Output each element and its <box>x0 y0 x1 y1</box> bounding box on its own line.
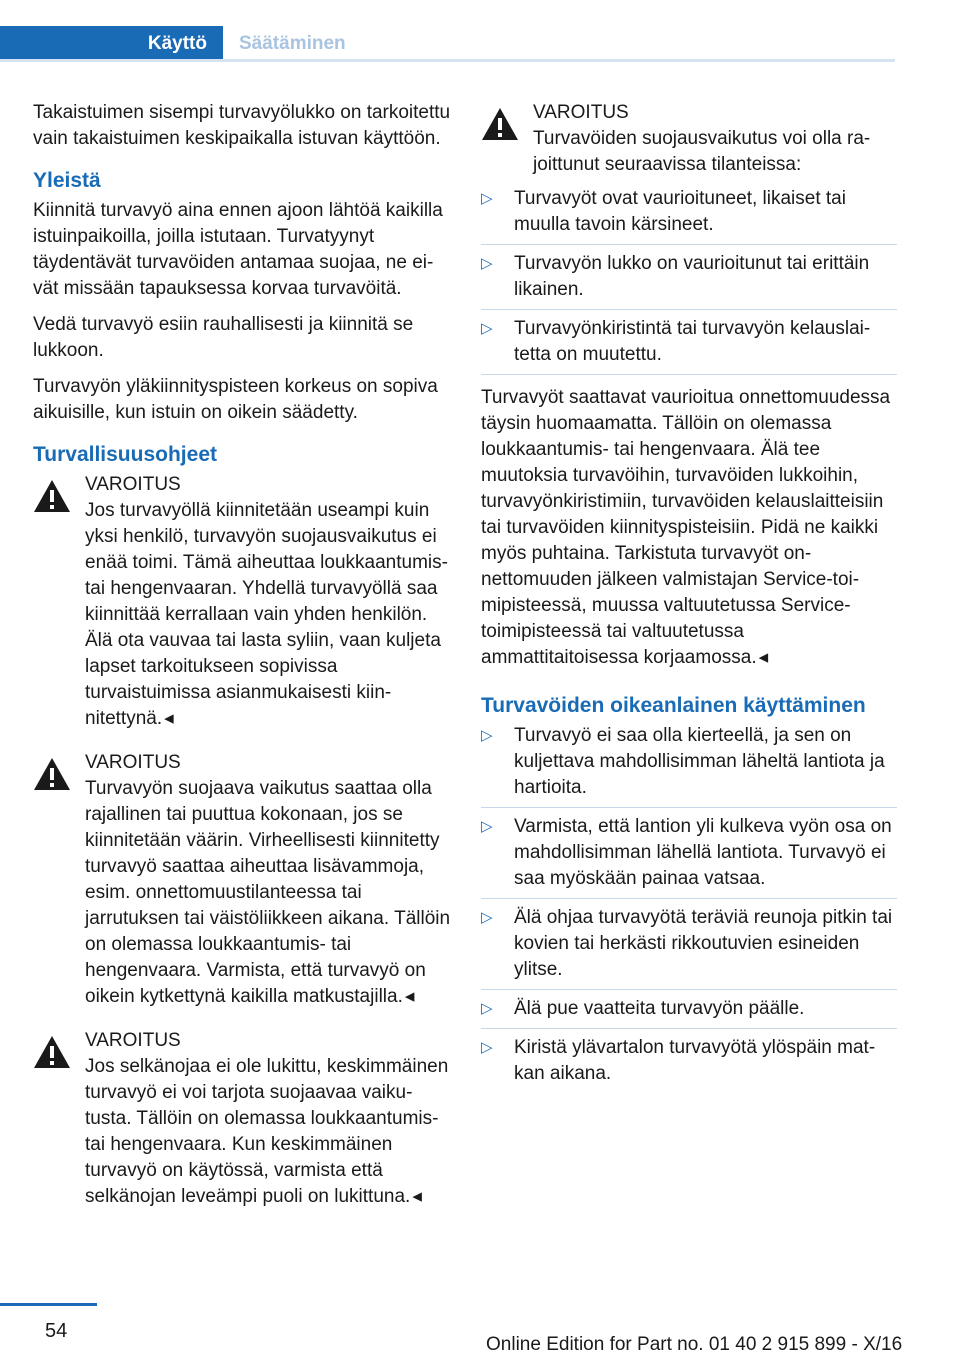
warning-block-4 <box>481 100 897 178</box>
list-item <box>481 814 897 899</box>
bullet-triangle-icon: ▷ <box>481 727 493 744</box>
right-column <box>481 100 897 1103</box>
list-item <box>481 186 897 245</box>
warning-text: Jos selkänojaa ei ole lukittu, keskimmäinen turvavyö ei voi tarjota suojaavaa vaikutusta. Tällöin on olemassa loukkaantumis- tai hengenvaara. Kun keskimmäinen turvavyö on käytössä, varmista että selkänojan leveämpi puoli on lukittuna. <box>85 1056 449 1207</box>
list-item-text: Älä ohjaa turvavyötä teräviä reunoja pitkin tai kovien tai herkästi rikkoutuvien esineiden ylitse. <box>514 907 893 980</box>
list-item-text: Turvavyö ei saa olla kierteellä, ja sen on kuljettava mahdollisimman läheltä lantiota ja hartioita. <box>514 725 885 798</box>
list-item-text: Kiristä ylävartalon turvavyötä ylöspäin matkan aikana. <box>514 1037 876 1084</box>
heading-yleista: Yleistä <box>33 169 101 192</box>
list-item <box>481 996 897 1029</box>
end-mark: ◂ <box>758 647 769 668</box>
warning-block-3 <box>33 1028 451 1210</box>
paragraph-text: Turvavyöt saattavat vaurioitua onnettomuudessa täysin huomaamatta. Tällöin on olemassa loukkaantumis- tai hengenvaara. Älä tee muutoksia turvavöihin, turvavöiden lukkoihin, turvavyönkiristimiin, turvavöiden kelauslaitteisiin tai turvavöiden kiinnityspisteisiin. Pidä ne kaikki myös puhtaina. Tarkistuta turvavyöt onnettomuuden jälkeen valmistajan Service-toimipisteessä, muussa valtuutetussa Service-toimipisteessä tai valtuutetussa ammattitaitoisessa korjaamossa. <box>481 387 891 668</box>
warning-title: VAROITUS <box>85 752 181 773</box>
list-item <box>481 251 897 310</box>
list-item-text: Turvavyön lukko on vaurioitunut tai erittäin likainen. <box>514 253 870 300</box>
warning-triangle-icon <box>33 756 71 792</box>
list-item <box>481 723 897 808</box>
warning-block-2 <box>33 750 451 1010</box>
list-item-text: Turvavyöt ovat vaurioituneet, likaiset tai muulla tavoin kärsineet. <box>514 188 846 235</box>
footer-accent-line <box>0 1303 97 1306</box>
list-item <box>481 905 897 990</box>
warning-text: Turvavyön suojaava vaikutus saattaa olla rajallinen tai puuttua kokonaan, jos se kiinnitetään väärin. Virheellisesti kiinnitetty turvavyö saattaa aiheuttaa lisävammoja, esim. onnettomuustilanteessa tai jarrutuksen tai väistöliikkeen aikana. Tällöin on olemassa loukkaantumis- tai hengenvaara. Varmista, että turvavyö on oikein kytkettynä kaikilla matkustajilla. <box>85 778 451 1007</box>
warning-title: VAROITUS <box>533 102 629 123</box>
end-mark: ◂ <box>412 1186 422 1207</box>
header-divider <box>0 59 895 62</box>
warning-triangle-icon <box>481 106 519 142</box>
list-item <box>481 316 897 375</box>
paragraph-3: Turvavyön yläkiinnityspisteen korkeus on sopiva aikuisille, kun istuin on oikein säädetty. <box>33 376 438 423</box>
page-number: 54 <box>45 1320 68 1342</box>
warning-block-1 <box>33 472 451 732</box>
paragraph-after-list <box>481 385 897 671</box>
header-tab-bar <box>0 26 895 62</box>
bullet-list-1 <box>481 186 897 375</box>
paragraph-2: Vedä turvavyö esiin rauhallisesti ja kiinnitä se lukkoon. <box>33 314 414 361</box>
warning-triangle-icon <box>33 478 71 514</box>
warning-text: Turvavöiden suojausvaikutus voi olla rajoittunut seuraavissa tilanteissa: <box>533 128 871 175</box>
list-item-text: Älä pue vaatteita turvavyön päälle. <box>514 998 805 1019</box>
heading-oikeanlainen-kaytto: Turvavöiden oikeanlainen käyttäminen <box>481 694 866 717</box>
tab-saataminen[interactable]: Säätäminen <box>239 33 346 54</box>
list-item-text: Turvavyönkiristintä tai turvavyön kelauslaitetta on muutettu. <box>514 318 871 365</box>
bullet-triangle-icon: ▷ <box>481 1000 493 1017</box>
bullet-triangle-icon: ▷ <box>481 818 493 835</box>
paragraph-1: Kiinnitä turvavyö aina ennen ajoon lähtöä kaikilla istuinpaikoilla, joilla istutaan. Turvatyynyt täydentävät turvavöiden antamaa suojaa, ne eivät missään tapauksessa korvaa turvavöitä. <box>33 200 443 299</box>
warning-header <box>33 1028 451 1210</box>
edition-note: Online Edition for Part no. 01 40 2 915 899 - X/16 <box>486 1334 903 1355</box>
left-column <box>33 100 451 1228</box>
warning-title: VAROITUS <box>85 474 181 495</box>
tab-kaytto[interactable]: Käyttö <box>0 26 223 62</box>
list-item-text: Varmista, että lantion yli kulkeva vyön osa on mahdollisimman lähellä lantiota. Turvavyö ei saa myöskään painaa vatsaa. <box>514 816 892 889</box>
bullet-triangle-icon: ▷ <box>481 1039 493 1056</box>
warning-header <box>33 750 451 1010</box>
warning-header <box>481 100 897 178</box>
bullet-triangle-icon: ▷ <box>481 909 493 926</box>
end-mark: ◂ <box>404 986 415 1007</box>
warning-text: Jos turvavyöllä kiinnitetään useampi kuin yksi henkilö, turvavyön suojausvaikutus ei enää toimi. Tämä aiheuttaa loukkaantumis- tai hengenvaaran. Yhdellä turvavyöllä saa kiinnittää kerrallaan vain yhden henkilön. Älä ota vauvaa tai lasta syliin, vaan kuljeta lapset tarkoitukseen sopivissa turvaistuimissa asianmukaisesti kiinnitettynä. <box>85 500 448 729</box>
warning-title: VAROITUS <box>85 1030 181 1051</box>
warning-header <box>33 472 451 732</box>
heading-turvallisuusohjeet: Turvallisuusohjeet <box>33 443 217 466</box>
end-mark: ◂ <box>164 708 174 729</box>
bullet-list-2 <box>481 723 897 1093</box>
bullet-triangle-icon: ▷ <box>481 190 493 207</box>
warning-triangle-icon <box>33 1034 71 1070</box>
intro-paragraph: Takaistuimen sisempi turvavyölukko on tarkoitettu vain takaistuimen keskipaikalla istuvan käyttöön. <box>33 102 451 149</box>
bullet-triangle-icon: ▷ <box>481 320 493 337</box>
list-item <box>481 1035 897 1093</box>
bullet-triangle-icon: ▷ <box>481 255 493 272</box>
